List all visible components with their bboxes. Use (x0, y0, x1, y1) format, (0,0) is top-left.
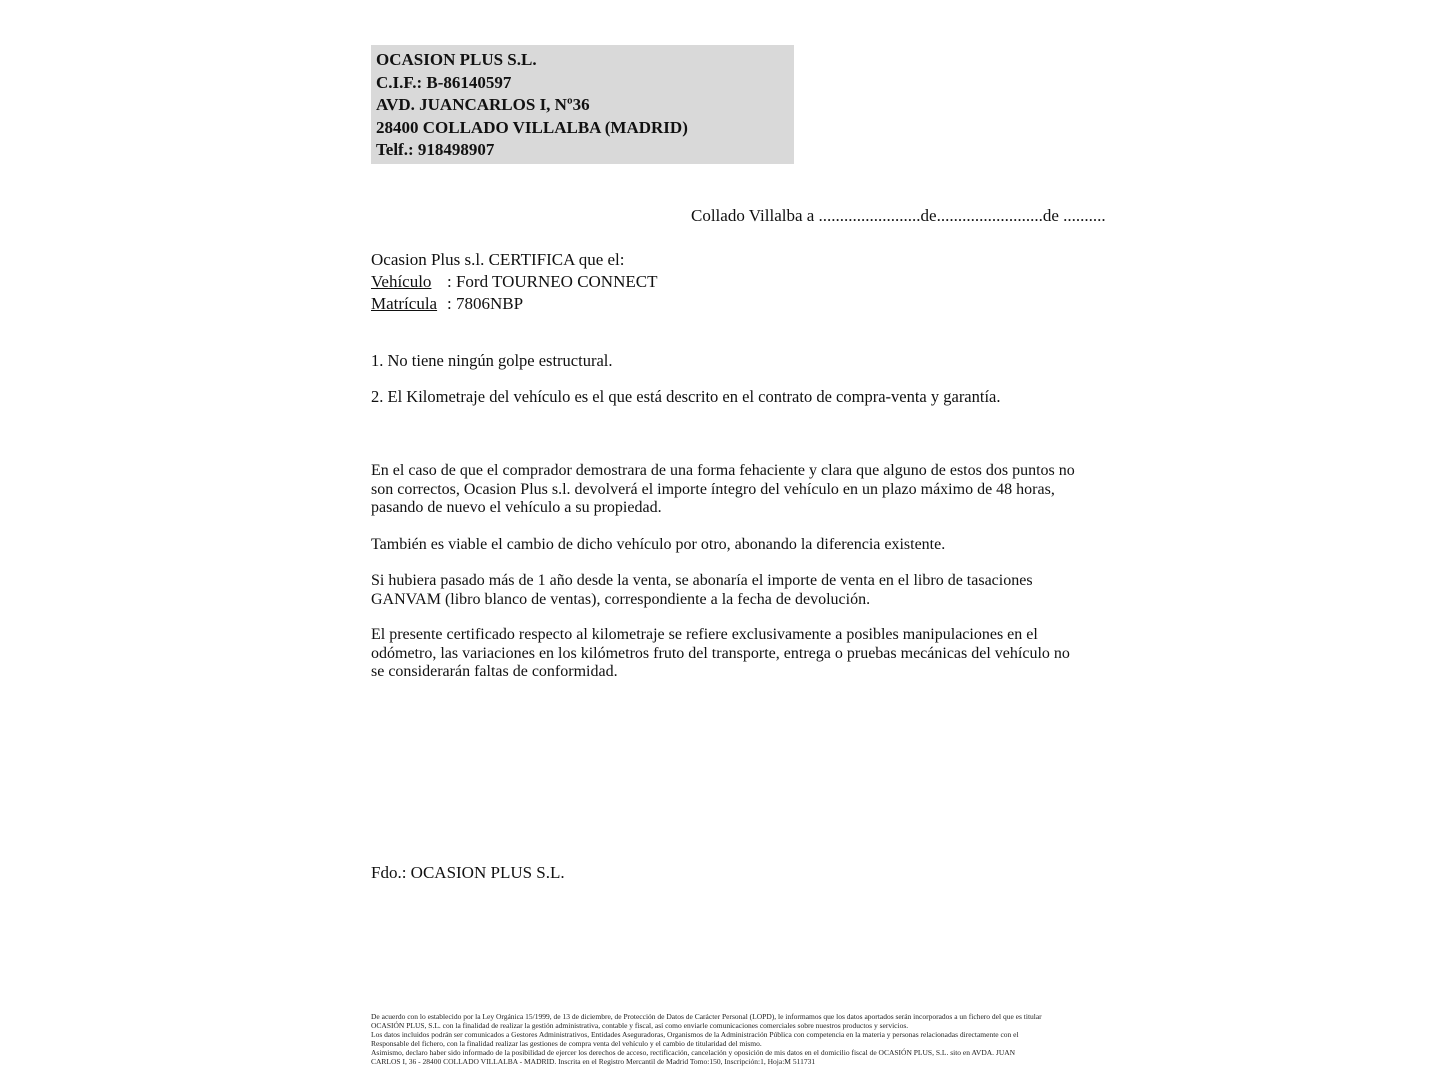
vehicle-value: : Ford TOURNEO CONNECT (447, 272, 658, 291)
legal-line: Asimismo, declaro haber sido informado de la posibilidad de ejercer los derechos de acceso, rectificación, cancelación y oposición de mis datos en el domicilio fiscal de OCASIÓN PLUS, S.L. sito en AVDA. JUAN (371, 1048, 1016, 1057)
paragraph-exchange: También es viable el cambio de dicho vehículo por otro, abonando la diferencia existente. (371, 536, 946, 553)
plate-label: Matrícula (371, 294, 438, 313)
company-name: OCASION PLUS S.L. (376, 50, 537, 69)
paragraph-refund: En el caso de que el comprador demostrara de una forma fehaciente y clara que alguno de estos dos puntos no son correctos, Ocasion Plus s.l. devolverá el importe íntegro del vehículo en un plazo máximo de 48 horas, pasando de nuevo el vehículo a su propiedad. (371, 462, 1075, 517)
signature-line: Fdo.: OCASION PLUS S.L. (371, 863, 565, 882)
certification-intro: Ocasion Plus s.l. CERTIFICA que el: (371, 250, 625, 269)
certification-block (371, 249, 657, 315)
condition-item-1: 1. No tiene ningún golpe estructural. (371, 351, 613, 370)
date-line: Collado Villalba a ........................de.........................de .......... (691, 206, 1106, 225)
legal-line: CARLOS I, 36 - 28400 COLLADO VILLALBA - MADRID. Inscrita en el Registro Mercantil de Madrid Tomo:150, Inscripción:1, Hoja:M 511731 (371, 1057, 816, 1066)
company-phone: Telf.: 918498907 (376, 140, 495, 159)
condition-item-2: 2. El Kilometraje del vehículo es el que está descrito en el contrato de compra-venta y garantía. (371, 387, 1001, 406)
legal-notice (371, 1012, 1042, 1066)
legal-line: De acuerdo con lo establecido por la Ley Orgánica 15/1999, de 13 de diciembre, de Protección de Datos de Carácter Personal (LOPD), le informamos que los datos aportados serán incorporados a un fichero del que es titular (371, 1012, 1042, 1021)
vehicle-row (371, 271, 657, 293)
company-cif: C.I.F.: B-86140597 (376, 72, 512, 92)
company-letterhead (371, 45, 794, 164)
company-city: 28400 COLLADO VILLALBA (MADRID) (376, 117, 688, 137)
legal-line: Los datos incluidos podrán ser comunicados a Gestores Administrativos, Entidades Aseguradoras, Organismos de la Administración Pública con competencia en la materia y personas relacionadas directamente con el (371, 1030, 1019, 1039)
vehicle-label: Vehículo (371, 272, 432, 291)
paragraph-odometer: El presente certificado respecto al kilometraje se refiere exclusivamente a posibles manipulaciones en el odómetro, las variaciones en los kilómetros fruto del transporte, entrega o pruebas mecánicas del vehículo no se considerarán faltas de conformidad. (371, 626, 1070, 681)
legal-line: Responsable del fichero, con la finalidad realizar las gestiones de compra venta del vehículo y el cambio de titularidad del mismo. (371, 1039, 762, 1048)
plate-value: : 7806NBP (447, 294, 524, 313)
plate-row (371, 293, 657, 315)
company-address: AVD. JUANCARLOS I, Nº36 (376, 95, 590, 114)
paragraph-ganvam: Si hubiera pasado más de 1 año desde la venta, se abonaría el importe de venta en el libro de tasaciones GANVAM (libro blanco de ventas), correspondiente a la fecha de devolución. (371, 572, 1033, 608)
legal-line: OCASIÓN PLUS, S.L. con la finalidad de realizar la gestión administrativa, contable y fiscal, así como enviarle comunicaciones comerciales sobre nuestros productos y servicios. (371, 1021, 909, 1030)
